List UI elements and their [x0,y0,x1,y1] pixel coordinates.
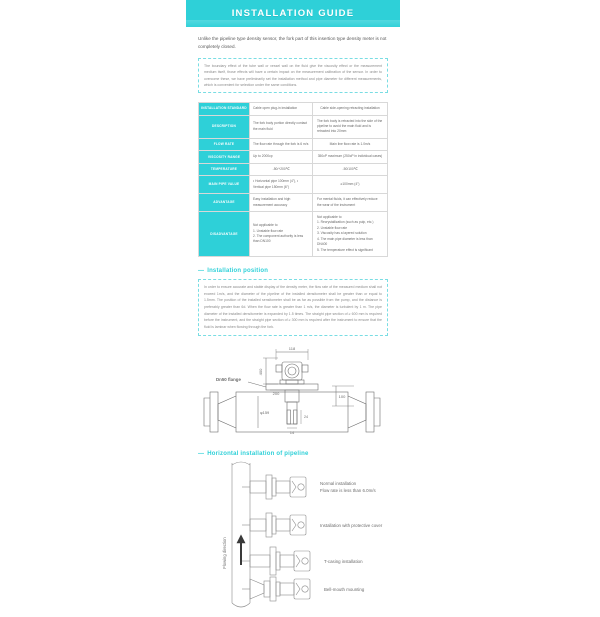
row-label: FLOW RATE [199,138,250,150]
page-title: INSTALLATION GUIDE [231,8,355,19]
list-item: 1. Recrystallization (such as pulp, etc.) [317,220,374,225]
pipeline-item-1-title: Normal installation [320,480,357,486]
row-label: TEMPERATURE [199,163,250,175]
list-item: 2. Unstable flow rate [317,225,348,230]
dim-vertical-label: 100 [338,393,346,399]
pipeline-item-2-title: Installation with protective cover [320,522,383,528]
figure-meter [186,340,400,440]
pipeline-item-4-title: Bell-mouth mounting [324,586,365,592]
row-col3: -50/100℃ [313,163,388,175]
row-col2: Cable open plug-in installation [250,103,313,115]
row-label: DESCRIPTION [199,115,250,138]
pipeline-item-3-title: T-casing installation [324,558,363,564]
intro-lead: Unlike the pipeline type density sensor, the fork part of this insertion type density meter is not completely closed. [198,36,387,50]
pipeline-item-1-subtitle: Flow rate is less than 6.0m/s [320,487,376,493]
pipe-flow-label: Flowing direction [222,536,227,569]
list-item: 4. The main pipe diameter is less than DN400 [317,236,373,247]
col3-list-title: Not applicable to [317,214,342,219]
row-col3: ≥100mm (4") [313,176,388,194]
row-col2: -50/+200℃ [250,163,313,175]
row-col3: Cable side-opening retracting installation [313,103,388,115]
dim-height-label: 400 [258,368,263,375]
dim-fork-gap-label: 24 [304,414,308,419]
row-col3 [313,211,388,256]
row-col3: For mental fluids, it can effectively reduce the wear of the instrument [313,194,388,212]
intro-block [186,27,400,93]
row-col2 [250,211,313,256]
figure-pipeline [186,461,400,617]
dim-body-label: φ159 [260,409,270,415]
dim-fork-width-label: 14 [289,429,295,435]
col3-list [317,220,383,253]
flange-label: Dn50 flange [216,376,241,382]
list-item: 3. Viscosity has a layered solution [317,231,367,236]
list-item: 2. The component authority is less than DN100 [253,234,304,244]
table-row [199,163,388,175]
table-row [199,176,388,194]
spec-table-body [199,103,388,257]
pipeline-item-1-drawing [242,475,306,499]
spec-table [198,102,388,257]
row-label: VISCOSITY RANGE [199,151,250,163]
row-label: MAIN PIPE VALUE [199,176,250,194]
document-sheet [186,0,400,600]
heading-dash: — [198,268,205,275]
page-header [186,0,400,27]
section-heading-horizontal-installation [186,440,400,457]
heading-text: Installation position [207,268,269,275]
row-col3: Main line flow rate is 1.0m/s [313,138,388,150]
row-col2: The flow rate through the fork is 6 m/s [250,138,313,150]
list-item: 5. The temperature effect is significant [317,247,373,252]
row-label: ADVANTAGE [199,194,250,212]
heading-dash: — [198,450,205,457]
col2-list-title: Not applicable to [253,223,278,228]
pipeline-item-3-drawing [242,547,310,575]
dim-width-label: 118 [288,345,296,351]
spec-table-wrap [186,93,400,257]
pipeline-item-4-drawing [242,577,310,601]
table-row [199,103,388,115]
table-row [199,211,388,256]
list-item: 1. Unstable flow rate [253,228,284,233]
intro-note: The boundary effect of the tube wall or vessel wall on the fluid give the viscosity effect or the measurement medium itself, those effects will have a certain impact on the measurement calibration of the sensor. In order to overcome these, we have preliminarily set the installation method and pipe diameter for different measurements, which is convenient for selection under the same conditions. [198,58,388,93]
figure-meter-wrap [186,336,400,440]
row-col2: The fork body portion directly contact the main fluid [250,115,313,138]
col2-list [253,229,309,245]
table-row [199,194,388,212]
table-row [199,138,388,150]
row-col3: 350cP maximum (250cP in individual cases) [313,151,388,163]
dim-flange-label: 200 [272,390,280,396]
installation-position-body: In order to ensure accurate and stable display of the density meter, the flow rate of the measured medium shall not exceed 1m/s, and the diameter of the pipeline of the installed densitometer shall be greater than or equal to 1.5mm. The position of the installed sensitometer shall be as far as possible from the pump, and the distance is preferably greater than 6d. When the flow rate is greater than 1 m/s, the diameter is turbulent by 1 m. The pipe diameter of the installed densitometer is expanded by 1.5 times. The straight pipe section of ≥ 600 mm is required before the instrument, and the straight pipe section of ≥ 300 mm is required after the instrument to ensure that the fluid is laminar when flowing through the fork. [198,279,388,335]
row-label: INSTALLATION STANDARD [199,103,250,115]
table-row [199,151,388,163]
row-col3: The fork body is retracted into the side of the pipeline to avoid the main fluid and is retracted into 20mm [313,115,388,138]
row-label: DISADVANTAGE [199,211,250,256]
table-row [199,115,388,138]
pipeline-item-2-drawing [242,513,306,537]
row-col2: Up to 2000cp [250,151,313,163]
figure-pipeline-wrap [186,457,400,617]
header-gloss [186,20,400,27]
row-col2: Easy installation and high measurement accuracy [250,194,313,212]
heading-text: Horizontal installation of pipeline [207,450,309,457]
row-col2: • Horizontal pipe 100mm (4"), • Vertical pipe 150mm (6") [250,176,313,194]
section-heading-installation-position [186,257,400,274]
